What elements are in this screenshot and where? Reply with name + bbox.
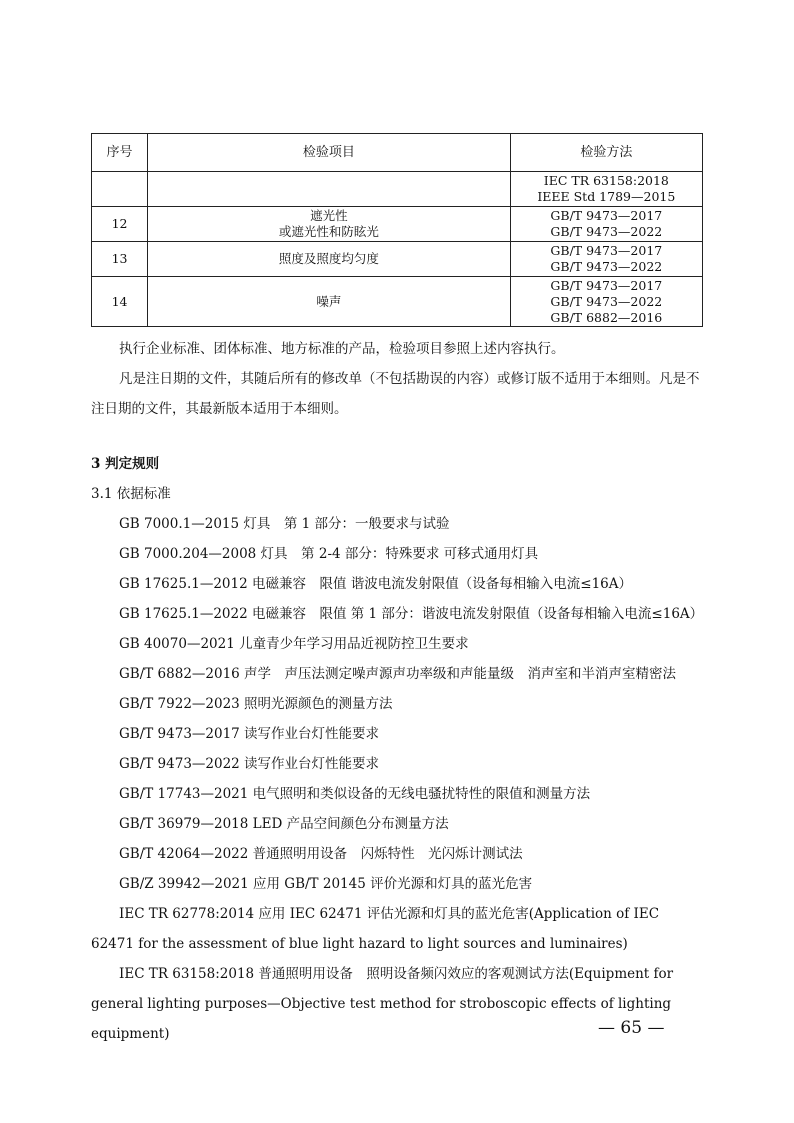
standards-list [91,509,703,1049]
standard-item: GB/T 6882—2016 声学 声压法测定噪声源声功率级和声能量级 消声室和半消声室精密法 [119,666,677,682]
section-heading: 3 判定规则 [91,456,160,472]
row-no: 13 [92,242,148,277]
standard-item: GB/T 9473—2017 读写作业台灯性能要求 [119,726,380,742]
paragraph-product-standards: 执行企业标准、团体标准、地方标准的产品，检验项目参照上述内容执行。 [119,341,565,357]
page-number: — 65 — [598,1018,665,1038]
table-row [92,172,703,207]
table-row [92,242,703,277]
table-row [92,207,703,242]
row-item [148,242,511,277]
body-text [91,334,703,424]
row-methods [510,207,702,242]
header-method: 检验方法 [510,134,702,172]
method-line: GB/T 9473—2017 [550,243,663,258]
row-item [148,172,511,207]
method-line: GB/T 6882—2016 [550,309,663,325]
row-methods [510,277,702,327]
method-line: GB/T 9473—2022 [550,259,663,274]
row-no: 12 [92,207,148,242]
inspection-table [91,133,703,327]
header-item: 检验项目 [148,134,511,172]
method-line: IEEE Std 1789—2015 [537,189,676,204]
item-line: 或遮光性和防眩光 [278,224,379,239]
method-line: GB/T 9473—2017 [550,208,663,223]
method-line: GB/T 9473—2022 [550,293,663,309]
table-row [92,277,703,327]
standard-item: GB 7000.1—2015 灯具 第 1 部分：一般要求与试验 [119,516,450,532]
subsection-heading: 3.1 依据标准 [91,486,171,502]
item-line: 照度及照度均匀度 [278,251,379,266]
standard-item: GB 7000.204—2008 灯具 第 2-4 部分：特殊要求 可移式通用灯具 [119,546,539,562]
row-item [148,207,511,242]
item-line: 遮光性 [310,208,348,223]
standard-item: GB/T 9473—2022 读写作业台灯性能要求 [119,756,380,772]
standard-item: IEC TR 62778:2014 应用 IEC 62471 评估光源和灯具的蓝光危害(Application of IEC 62471 for the assessment of blue light hazard to light sources and luminaires) [91,906,660,952]
item-line: 噪声 [316,293,342,309]
standard-item: GB/T 36979—2018 LED 产品空间颜色分布测量方法 [119,816,449,832]
standard-item: GB 40070—2021 儿童青少年学习用品近视防控卫生要求 [119,636,469,652]
standard-item: GB/Z 39942—2021 应用 GB/T 20145 评价光源和灯具的蓝光危害 [119,876,533,892]
header-no: 序号 [92,134,148,172]
standard-item: GB 17625.1—2022 电磁兼容 限值 第 1 部分：谐波电流发射限值（设备每相输入电流≤16A） [119,606,704,622]
standard-item: GB/T 17743—2021 电气照明和类似设备的无线电骚扰特性的限值和测量方法 [119,786,591,802]
section-judgement-rules [91,449,703,1049]
paragraph-dated-references: 凡是注日期的文件，其随后所有的修改单（不包括勘误的内容）或修订版不适用于本细则。凡是不注日期的文件，其最新版本适用于本细则。 [91,371,700,417]
row-methods [510,172,702,207]
standard-item: GB 17625.1—2012 电磁兼容 限值 谐波电流发射限值（设备每相输入电流≤16A） [119,576,632,592]
standard-item: GB/T 42064—2022 普通照明用设备 闪烁特性 光闪烁计测试法 [119,846,523,862]
row-methods [510,242,702,277]
table-header-row [92,134,703,172]
row-no: 14 [92,277,148,327]
row-no [92,172,148,207]
row-item [148,277,511,327]
method-line: GB/T 9473—2022 [550,224,663,239]
standard-item: IEC TR 63158:2018 普通照明用设备 照明设备频闪效应的客观测试方法(Equipment for general lighting purposes—Objective test method for stroboscopic effects of lighting equipment) [91,966,674,1042]
standard-item: GB/T 7922—2023 照明光源颜色的测量方法 [119,696,393,712]
method-line: IEC TR 63158:2018 [543,173,669,188]
method-line: GB/T 9473—2017 [550,277,663,293]
